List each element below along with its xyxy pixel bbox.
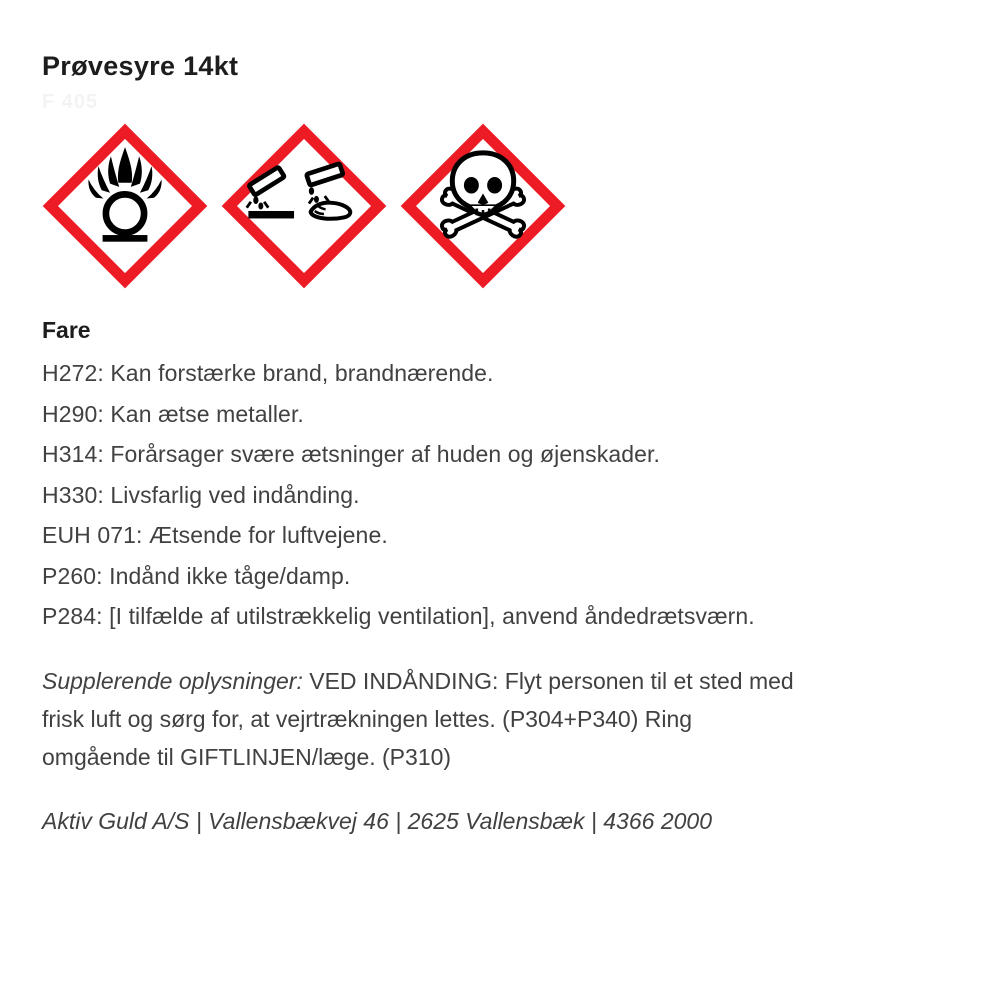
supplementary-label: Supplerende oplysninger: — [42, 667, 303, 694]
hazard-statement-h272: H272: Kan forstærke brand, brandnærende. — [42, 360, 494, 386]
hazard-statement-euh071: EUH 071: Ætsende for luftvejene. — [42, 522, 388, 548]
ghs-pictogram-row — [42, 123, 970, 289]
supplementary-line: frisk luft og sørg for, at vejrtrækningen lettes. (P304+P340) Ring — [42, 705, 693, 732]
supplementary-text: VED INDÅNDING: Flyt personen til et sted med — [302, 667, 794, 694]
product-title: Prøvesyre 14kt — [42, 51, 239, 81]
company-footer: Aktiv Guld A/S | Vallensbækvej 46 | 2625 Vallensbæk | 4366 2000 — [42, 807, 712, 834]
hazard-statement-h330: H330: Livsfarlig ved indånding. — [42, 481, 360, 508]
hazard-statement-h290: H290: Kan ætse metaller. — [42, 400, 304, 427]
hazard-statement-h314: H314: Forårsager svære ætsninger af huden og øjenskader. — [42, 441, 660, 467]
supplementary-info — [42, 662, 970, 776]
corrosion-icon — [221, 123, 387, 289]
supplementary-line: omgående til GIFTLINJEN/læge. (P310) — [42, 743, 452, 770]
precaution-statement-p284: P284: [I tilfælde af utilstrækkelig ventilation], anvend åndedrætsværn. — [42, 603, 755, 629]
product-code-faint: F 405 — [42, 91, 99, 113]
signal-word: Fare — [42, 317, 91, 343]
hazard-statements — [42, 353, 970, 637]
supplementary-line — [42, 662, 970, 700]
skull-and-crossbones-icon — [400, 123, 566, 289]
precaution-statement-p260: P260: Indånd ikke tåge/damp. — [42, 562, 351, 589]
flame-over-circle-icon — [42, 123, 208, 289]
